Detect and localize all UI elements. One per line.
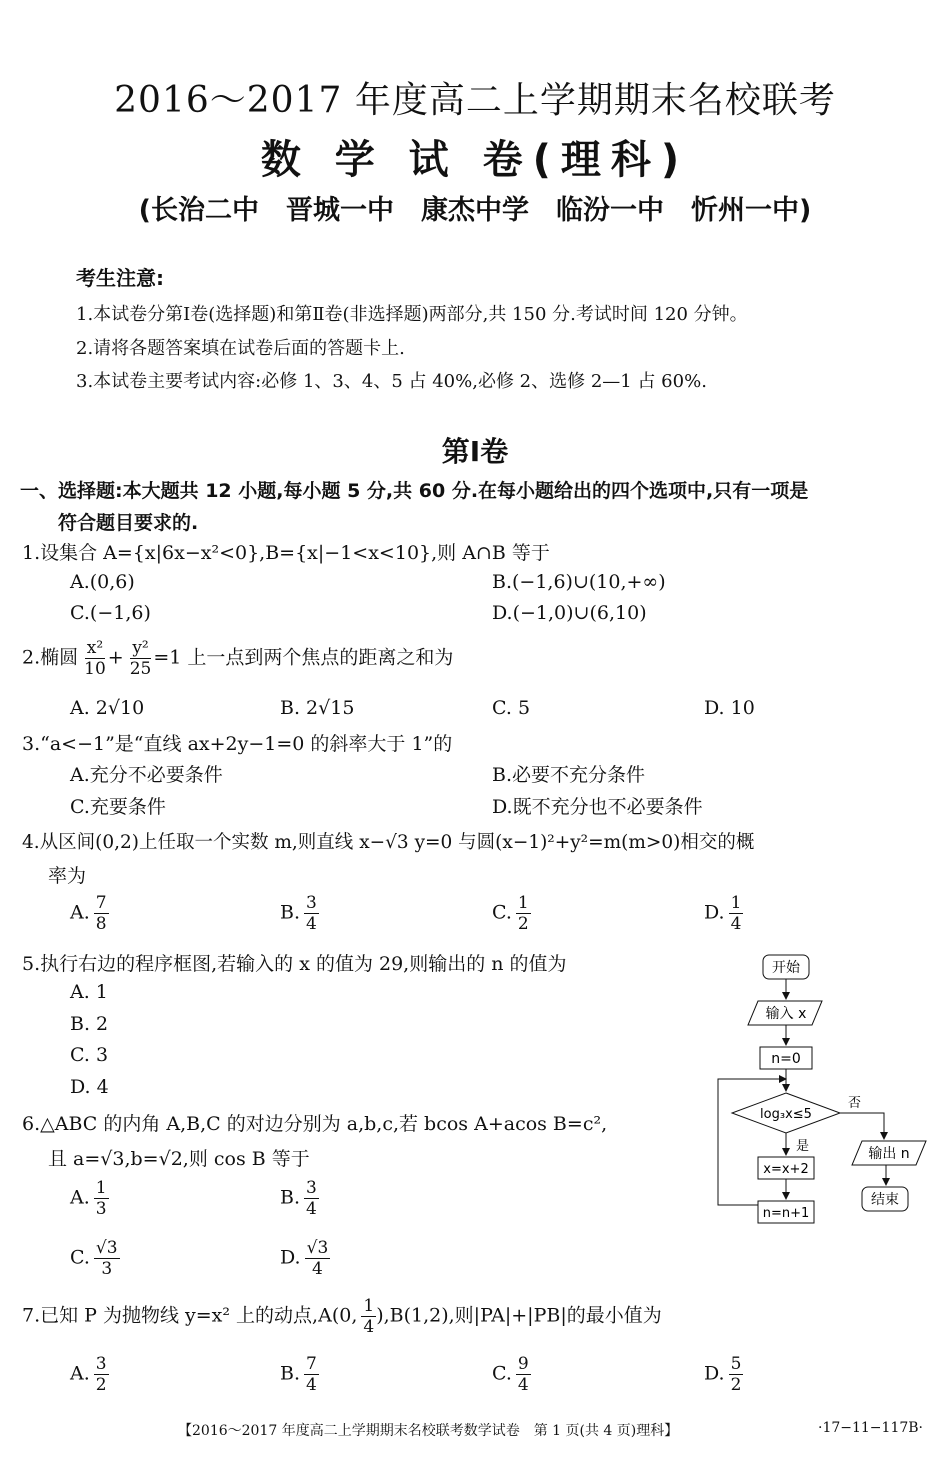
- flow-step2-label: n=n+1: [762, 1206, 810, 1221]
- q5-stem: 5.执行右边的程序框图,若输入的 x 的值为 29,则输出的 n 的值为: [22, 953, 567, 975]
- q3-option-b: B.必要不充分条件: [492, 764, 646, 786]
- flow-init-label: n=0: [771, 1051, 801, 1067]
- q4-option-c: C. $\frac{1}{2}$: [492, 893, 529, 934]
- q7-option-c: C. $\frac{9}{4}$: [492, 1354, 529, 1395]
- flow-step1-label: x=x+2: [763, 1162, 809, 1177]
- q7-option-a: A. $\frac{3}{2}$: [70, 1354, 107, 1395]
- q6-option-b: B. $\frac{3}{4}$: [280, 1178, 317, 1219]
- section-instruction-line2: 符合题目要求的.: [58, 512, 199, 534]
- q6-option-c: C. $\frac{√3}{3}$: [70, 1238, 118, 1279]
- q1-option-d: D.(−1,0)∪(6,10): [492, 602, 647, 624]
- q5-option-b: B. 2: [70, 1013, 109, 1035]
- notice-heading: 考生注意:: [76, 266, 164, 290]
- q6-option-d: D. $\frac{√3}{4}$: [280, 1238, 329, 1279]
- notice-item-3: 3.本试卷主要考试内容:必修 1、3、4、5 占 40%,必修 2、选修 2—1 占 60%.: [76, 371, 707, 392]
- q6-option-a: A. $\frac{1}{3}$: [70, 1178, 107, 1219]
- q7-stem: 7.已知 P 为抛物线 y=x² 上的动点,A(0, $\frac{1}{4}$ ),B(1,2),则|PA|+|PB|的最小值为: [22, 1296, 662, 1337]
- q3-option-d: D.既不充分也不必要条件: [492, 796, 703, 818]
- q2-option-c: C. 5: [492, 697, 531, 719]
- exam-title-line1: 2016～2017 年度高二上学期期末名校联考: [114, 80, 836, 121]
- q3-option-c: C.充要条件: [70, 796, 166, 818]
- flow-output-label: 输出 n: [868, 1146, 910, 1162]
- q1-option-c: C.(−1,6): [70, 602, 151, 624]
- flow-input-label: 输入 x: [765, 1006, 807, 1022]
- q7-option-d: D. $\frac{5}{2}$: [704, 1354, 742, 1395]
- q1-option-a: A.(0,6): [70, 571, 135, 593]
- q5-option-c: C. 3: [70, 1044, 109, 1066]
- section-instruction-line1: 一、选择题:本大题共 12 小题,每小题 5 分,共 60 分.在每小题给出的四个选项中,只有一项是: [20, 480, 809, 502]
- q1-stem: 1.设集合 A={x|6x−x²<0},B={x|−1<x<10},则 A∩B 等于: [22, 542, 550, 564]
- q2-option-b: B. 2√15: [280, 697, 355, 719]
- q3-stem: 3.“a<−1”是“直线 ax+2y−1=0 的斜率大于 1”的: [22, 733, 453, 755]
- q5-option-d: D. 4: [70, 1076, 109, 1098]
- q2-option-d: D. 10: [704, 697, 755, 719]
- flow-yes-label: 是: [796, 1139, 810, 1154]
- q4-option-b: B. $\frac{3}{4}$: [280, 893, 317, 934]
- q2-stem: 2.椭圆 $\frac{\text{x²}}{10}$ + $\frac{\text{y²}}{25}$ =1 上一点到两个焦点的距离之和为: [22, 638, 454, 679]
- q4-stem-line1: 4.从区间(0,2)上任取一个实数 m,则直线 x−√3 y=0 与圆(x−1)²+y²=m(m>0)相交的概: [22, 832, 755, 853]
- q7-option-b: B. $\frac{7}{4}$: [280, 1354, 317, 1395]
- flow-decision-label: log₃x≤5: [760, 1107, 812, 1122]
- schools-line: (长治二中 晋城一中 康杰中学 临汾一中 忻州一中): [138, 195, 812, 226]
- flow-end-label: 结束: [871, 1192, 899, 1208]
- section-title: 第Ⅰ卷: [441, 435, 509, 468]
- q5-option-a: A. 1: [70, 981, 108, 1003]
- q4-option-a: A. $\frac{7}{8}$: [70, 893, 107, 934]
- q2-option-a: A. 2√10: [70, 697, 145, 719]
- page-footer: 【2016～2017 年度高二上学期期末名校联考数学试卷 第 1 页(共 4 页)理科】: [178, 1423, 679, 1439]
- q1-option-b: B.(−1,6)∪(10,+∞): [492, 571, 666, 593]
- q4-stem-line2: 率为: [48, 865, 87, 887]
- page-code: ·17−11−117B·: [818, 1420, 923, 1436]
- q6-stem-line1: 6.△ABC 的内角 A,B,C 的对边分别为 a,b,c,若 bcos A+acos B=c²,: [22, 1113, 608, 1135]
- q6-stem-line2: 且 a=√3,b=√2,则 cos B 等于: [48, 1148, 310, 1170]
- q4-option-d: D. $\frac{1}{4}$: [704, 893, 742, 934]
- q3-option-a: A.充分不必要条件: [70, 764, 223, 786]
- exam-title-line2: 数 学 试 卷(理科): [260, 137, 690, 183]
- notice-item-1: 1.本试卷分第Ⅰ卷(选择题)和第Ⅱ卷(非选择题)两部分,共 150 分.考试时间 120 分钟。: [76, 304, 748, 325]
- flow-no-label: 否: [848, 1096, 862, 1111]
- flow-start-label: 开始: [772, 960, 800, 976]
- program-flowchart: [700, 945, 940, 1245]
- notice-item-2: 2.请将各题答案填在试卷后面的答题卡上.: [76, 338, 405, 359]
